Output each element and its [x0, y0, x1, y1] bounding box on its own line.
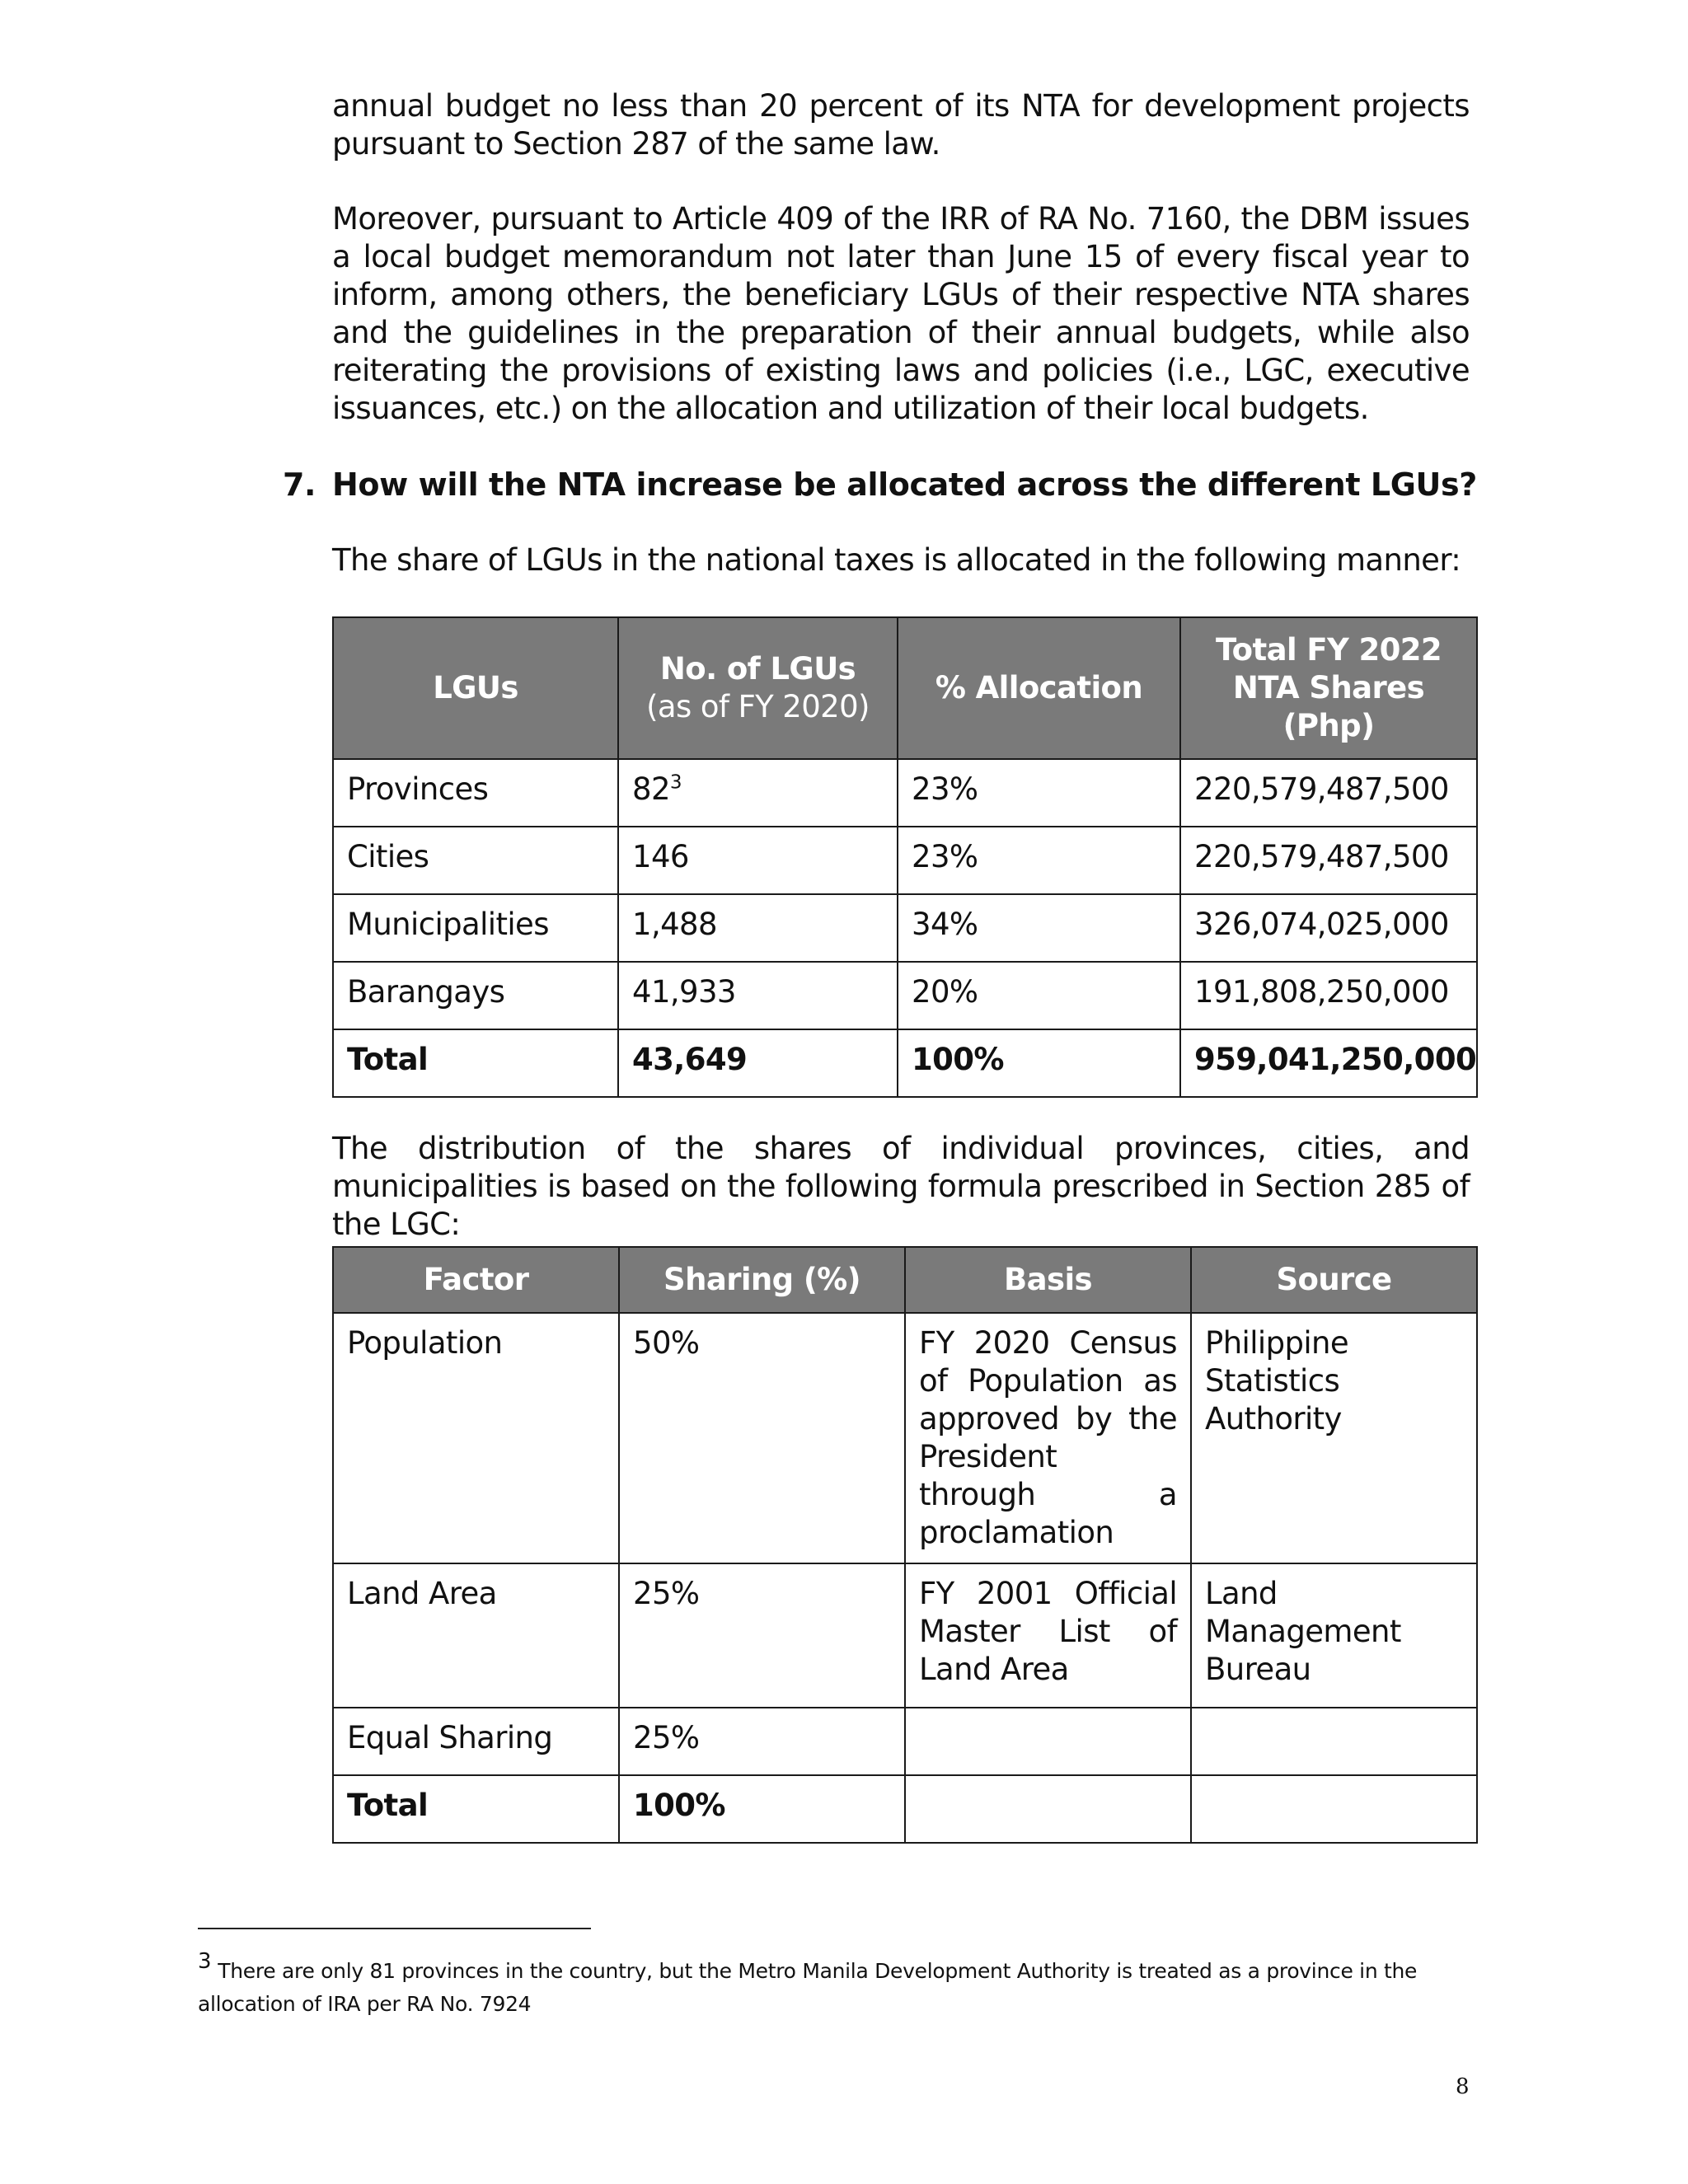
- cell-shares: 220,579,487,500: [1180, 827, 1477, 894]
- cell-allocation: 23%: [898, 827, 1180, 894]
- cell-shares: 326,074,025,000: [1180, 894, 1477, 962]
- footnote: [198, 1945, 1475, 2021]
- header-basis: Basis: [905, 1247, 1191, 1313]
- cell-lgu: Barangays: [333, 962, 618, 1029]
- cell-sharing: 25%: [619, 1563, 905, 1708]
- cell-shares: 220,579,487,500: [1180, 759, 1477, 827]
- sharing-formula-table: [332, 1246, 1478, 1844]
- cell-factor: Equal Sharing: [333, 1708, 619, 1775]
- cell-count: 1,488: [618, 894, 898, 962]
- page-number: 8: [1456, 2074, 1470, 2099]
- total-shares: 959,041,250,000: [1180, 1029, 1477, 1097]
- cell-allocation: 23%: [898, 759, 1180, 827]
- cell-basis: [905, 1708, 1191, 1775]
- nta-allocation-table: [332, 616, 1478, 1098]
- question-text: How will the NTA increase be allocated across the different LGUs?: [332, 466, 1477, 503]
- cell-count-value: 82: [632, 771, 670, 807]
- table-header-row: [333, 1247, 1477, 1313]
- table-row: [333, 1313, 1477, 1563]
- cell-allocation: 20%: [898, 962, 1180, 1029]
- cell-factor: Land Area: [333, 1563, 619, 1708]
- header-source: Source: [1191, 1247, 1477, 1313]
- total-label: Total: [333, 1029, 618, 1097]
- footnote-divider: [198, 1928, 591, 1929]
- total-sharing: 100%: [619, 1775, 905, 1843]
- cell-basis: [905, 1775, 1191, 1843]
- cell-basis: FY 2020 Census of Population as approved by the President through a proclamation: [905, 1313, 1191, 1563]
- table-header-row: [333, 617, 1477, 759]
- cell-source: [1191, 1775, 1477, 1843]
- cell-count: 146: [618, 827, 898, 894]
- cell-sharing: 50%: [619, 1313, 905, 1563]
- table-row: [333, 1708, 1477, 1775]
- table-row: [333, 827, 1477, 894]
- table-total-row: [333, 1029, 1477, 1097]
- header-sharing: Sharing (%): [619, 1247, 905, 1313]
- header-no-of-lgus-sub: (as of FY 2020): [646, 689, 870, 724]
- allocation-intro: The share of LGUs in the national taxes is allocated in the following manner:: [332, 542, 1461, 578]
- cell-count: 41,933: [618, 962, 898, 1029]
- total-label: Total: [333, 1775, 619, 1843]
- cell-lgu: Municipalities: [333, 894, 618, 962]
- question-number: 7.: [283, 466, 316, 503]
- cell-allocation: 34%: [898, 894, 1180, 962]
- header-no-of-lgus: [618, 617, 898, 759]
- total-allocation: 100%: [898, 1029, 1180, 1097]
- cell-source: [1191, 1708, 1477, 1775]
- header-factor: Factor: [333, 1247, 619, 1313]
- table-total-row: [333, 1775, 1477, 1843]
- footnote-text: There are only 81 provinces in the country, but the Metro Manila Development Authority is treated as a province in the allocation of IRA per RA No. 7924: [198, 1959, 1418, 2016]
- header-allocation: % Allocation: [898, 617, 1180, 759]
- table-row: [333, 894, 1477, 962]
- table-row: [333, 1563, 1477, 1708]
- header-no-of-lgus-main: No. of LGUs: [659, 651, 856, 687]
- cell-sharing: 25%: [619, 1708, 905, 1775]
- header-nta-shares: Total FY 2022 NTA Shares (Php): [1180, 617, 1477, 759]
- cell-factor: Population: [333, 1313, 619, 1563]
- cell-basis: FY 2001 Official Master List of Land Area: [905, 1563, 1191, 1708]
- header-lgus: LGUs: [333, 617, 618, 759]
- cell-count: [618, 759, 898, 827]
- formula-intro: The distribution of the shares of individual provinces, cities, and municipalities is based on the following formula prescribed in Section 285 of the LGC:: [332, 1131, 1470, 1242]
- paragraph-budget-memorandum: Moreover, pursuant to Article 409 of the IRR of RA No. 7160, the DBM issues a local budget memorandum not later than June 15 of every fiscal year to inform, among others, the beneficiary LGUs of their respective NTA shares and the guidelines in the preparation of their annual budgets, while also reiterating the provisions of existing laws and policies (i.e., LGC, executive issuances, etc.) on the allocation and utilization of their local budgets.: [332, 201, 1470, 426]
- paragraph-development-fund: annual budget no less than 20 percent of its NTA for development projects pursuant to Section 287 of the same law.: [332, 88, 1470, 162]
- cell-shares: 191,808,250,000: [1180, 962, 1477, 1029]
- cell-lgu: Provinces: [333, 759, 618, 827]
- footnote-ref: 3: [669, 771, 682, 794]
- footnote-number: 3: [198, 1949, 212, 1974]
- total-count: 43,649: [618, 1029, 898, 1097]
- cell-source: Philippine Statistics Authority: [1191, 1313, 1477, 1563]
- question-heading: [283, 466, 1486, 504]
- table-row: [333, 962, 1477, 1029]
- table-row: [333, 759, 1477, 827]
- cell-lgu: Cities: [333, 827, 618, 894]
- cell-source: Land Management Bureau: [1191, 1563, 1477, 1708]
